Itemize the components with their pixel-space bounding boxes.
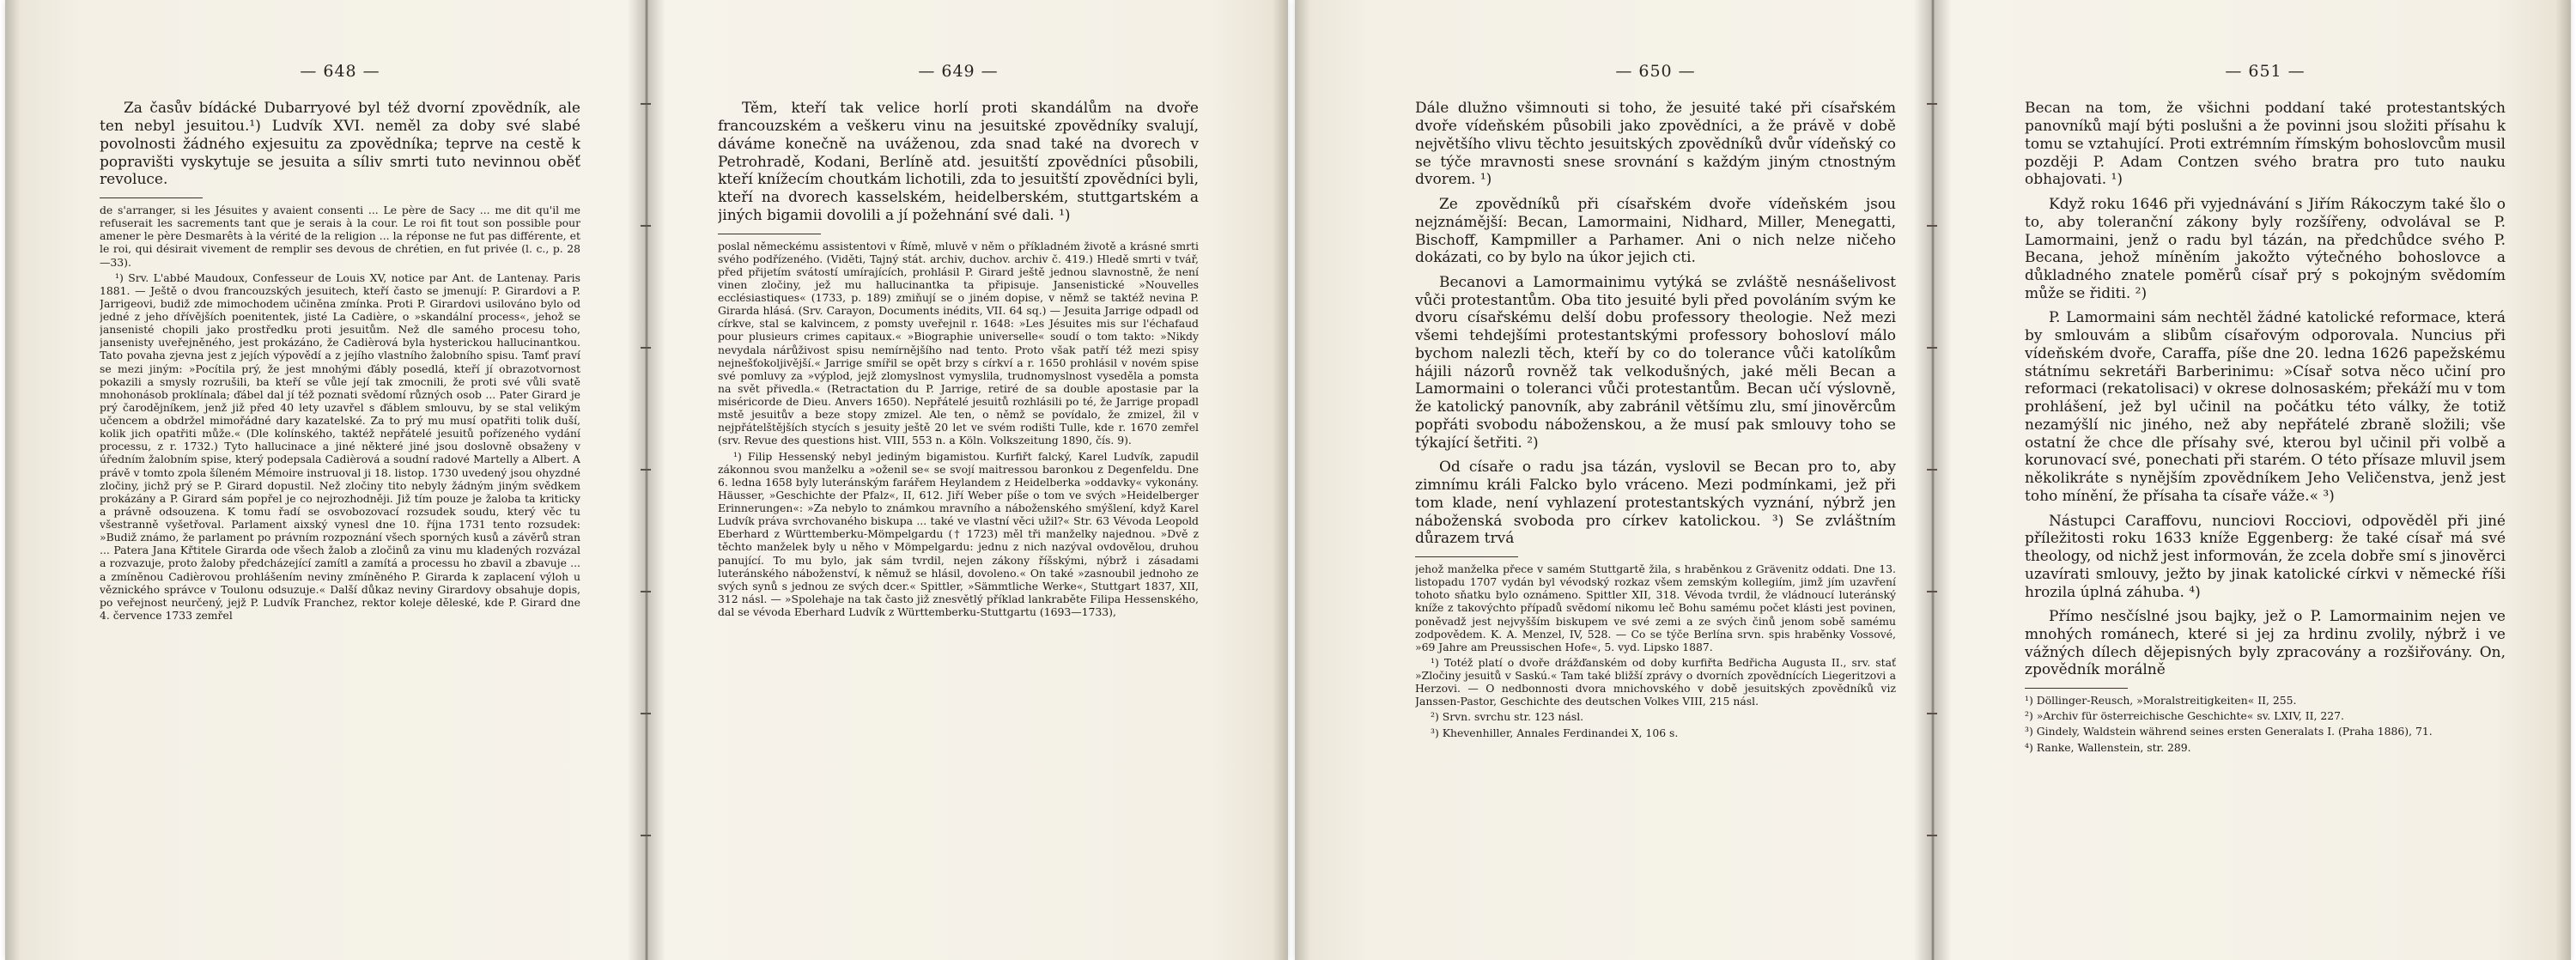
footnote: ¹) Totéž platí o dvoře drážďanském od doby kurfiřta Bedřicha Augusta II., srv. stať »Zločiny jesuitů v Saskú.« Tam také bližší zprávy o dvorních zpovědnících Liegeritzovi a Herzovi. — O nedbonnosti dvora mnichovského v době jesuitských zpovědníků viz Janssen-Pastor, Geschichte des deutschen Volkes VIII, 215 násl.: [1415, 655, 1896, 708]
page-648: [100, 52, 580, 945]
page-number: — 650 —: [1615, 62, 1696, 81]
page-edge-shadow: [2555, 0, 2571, 960]
body-paragraph: Nástupci Caraffovu, nunciovi Rocciovi, odpověděl při jiné příležitosti roku 1633 kníže Eggenberg: že také císař má své theology, od nichž jest informován, že zcela dobře smí s jinověrci uzavírati smlouvy, ježto by jinak katolické církvi v německé říši hrozila úplná záhuba. ⁴): [2025, 512, 2506, 601]
page-number: — 651 —: [2225, 62, 2306, 81]
page-edge-shadow: [1273, 0, 1288, 960]
footnote: poslal německému assistentovi v Římě, mluvě v něm o příkladném životě a krásné smrti svého podřízeného. (Viděti, Tajný stát. archiv, duchov. archiv č. 419.) Hledě smrti v tvář, před přijetím svátostí umírajících, prohlásil P. Girard ještě jednou slavnostně, že není vinen zločiny, jež mu hallucinantka ta připisuje. Jansenistické »Nouvelles ecclésiastiques« (1733, p. 189) zmiňují se o jiném dopise, v němž se taktéž nevina P. Girarda hlásá. (Srv. Carayon, Documents inédits, VII. 64 sq.) — Jesuita Jarrige odpadl od církve, stal se kalvincem, z pomsty uveřejnil r. 1648: »Les Jésuites mis sur l'échafaud pour plusieurs crimes capitaux.« »Biographie universelle« soudí o tom takto: »Nikdy nevydala nárůživost spisu nemírnějšího nad tento. Proto však patří též mezi spisy nejnešťokoljivější.« Jarrige smířil se opět brzy s církví a r. 1650 prohlásil v novém spise své pomluvy za »výplod, jejž zlomyslnost vymyslila, trudnomyslnost vyseděla a pomsta na svět přivedla.« (Retractation du P. Jarrige, retiré de sa double apostasie par la miséricorde de Dieu. Anvers 1650). Nepřátelé jesuitů rozhlásili po té, že Jarrige propadl mstě jesuitův a beze stopy zmizel. Ale ten, o němž se povídalo, že zmizel, žil v nejpřátelštějších stycích s jesuity ještě 20 let ve svém rodišti Tulle, kde r. 1670 zemřel (srv. Revue des questions hist. VIII, 553 n. a Köln. Volkszeitung 1890, čís. 9).: [718, 239, 1199, 447]
page-number: — 648 —: [300, 62, 380, 81]
body-paragraph: P. Lamormaini sám nechtěl žádné katolické reformace, která by smlouvám a slibům císařovým odporovala. Nuncius při vídeňském dvoře, Caraffa, píše dne 20. ledna 1626 papežskému státnímu sekretáři Barberinimu: »Císař sotva něco učiní pro reformaci (rekatolisaci) v okrese dolnosaském; překáží mu v tom prohlášení, jež byl učinil na počátku této války, že totiž nezamýšlí nic jiného, než aby nepřátelé zbraně složili; vše ostatní že chce dle přísahy své, kterou byl učinil při volbě a korunovací své, ponechati při starém. O této přísaze mluvil jsem několikráte s nynějším zpovědníkem Jeho Veličenstva, jenž jest toho mínění, že přísaha ta císaře váže.« ³): [2025, 309, 2506, 505]
footnote: ²) »Archiv für österreichische Geschichte« sv. LXIV, II, 227.: [2025, 709, 2344, 723]
body-paragraph: Za časův bídácké Dubarryové byl též dvorní zpovědník, ale ten nebyl jesuitou.¹) Ludvík XVI. neměl za doby své slabé povolnosti žádného exjesuitu za zpovědníka; teprve na cestě k popravišti vyskytuje se jesuita a síliv smrti tuto nevinnou oběť revoluce.: [100, 100, 580, 189]
book-gutter: [1914, 0, 1952, 960]
footnote: de s'arranger, si les Jésuites y avaient consenti ... Le père de Sacy ... me dit qu'il me refuserait les sacrements tant que je serais à la cour. Le roi fit tout son possible pour amener le père Desmarêts à la vérité de la religion ... la réponse ne fut pas différente, et le roi, qui désirait vivement de remplir ses devous de chrétien, en fut privée (l. c., p. 28—33).: [100, 204, 580, 269]
footnote: ⁴) Ranke, Wallenstein, str. 289.: [2025, 740, 2191, 754]
body-paragraph: Dále dlužno všimnouti si toho, že jesuité také při císařském dvoře vídeňském působili jako zpovědníci, a že právě v době největšího vlivu těchto jesuitských zpovědníků dvůr vídeňský co se týče mravnosti snese srovnání s každým jiným ctnostným dvorem. ¹): [1415, 100, 1896, 189]
body-paragraph: Ze zpovědníků při císařském dvoře vídeňském jsou nejznámější: Becan, Lamormaini, Nidhard, Miller, Menegatti, Bischoff, Kampmiller a Parhamer. Ani o nich nelze ničeho dokázati, co by bylo na úkor jejich cti.: [1415, 196, 1896, 267]
footnote-divider: [100, 197, 203, 198]
page-number: — 649 —: [918, 62, 999, 81]
left-book-spread: [5, 0, 1288, 960]
footnote: ³) Gindely, Waldstein während seines ersten Generalats I. (Praha 1886), 71.: [2025, 725, 2433, 738]
footnote: ²) Srvn. svrchu str. 123 násl.: [1431, 710, 1584, 724]
footnote-divider: [1415, 556, 1518, 557]
footnote: ¹) Srv. L'abbé Maudoux, Confesseur de Louis XV, notice par Ant. de Lantenay. Paris 1881. — Ještě o dvou francouzských jesuitech, kteří často se jmenují: P. Girardovi a P. Jarrigeovi, budiž zde mimochodem učiněna zmínka. Proti P. Girardovi usilováno bylo od jedné z jeho dřívějších poenitentek, jisté La Cadière, o »skandální process«, jehož se jansenisté chopili jako prostředku proti jesuitům. Než dle samého procesu toho, jansenisty uveřejněného, jest prokázáno, že Cadièrová byla hysterickou hallucinantkou. Tato povaha zjevna jest z jejích výpovědí a z jejího vlastního žalobního spisu. Tamť praví se mezi jiným: »Pocítila prý, že jest mnohými ďábly posedlá, kteří jí obrazotvornost pokazili a smysly rozrušili, ba kteří se vůle její tak zmocnili, že proti své vůli svatě mnohonásob proklínala; ďábel dal jí též poznati svědomí různých osob ... Pater Girard je prý čarodějníkem, jenž již před 40 lety uzavřel s ďáblem smlouvu, by se stal velikým učencem a obdržel mimořádné dary kazatelské. Za to prý mu musí opatřiti tolik duší, kolik jich opatřiti může.« (Dle kolínského, taktéž nepřátelé jesuitů pořízeného vydání processu, z r. 1732.) Tyto hallucinace a jiné některé jiné jsou doslovně obsaženy v úředním žalobním spise, který podepsala Cadièrová a soudní radové Martelly a Albert. A právě v tomto zpola šíleném Mémoire instruoval ji 18. listop. 1730 uvedený jsou ohyzdné zločiny, jichž prý se P. Girard dopustil. Než zločiny tito nebyly žádným jiným svědkem prokázány a P. Girard sám popřel je co nejrozhodněji. Již tím pouze je žaloba ta kriticky a právně odsouzena. K tomu řadí se osvobozovací rozsudek soudu, který věc tu všestranně vyšetřoval. Parlament aixský vynesl dne 10. října 1731 tento rozsudek: »Budiž známo, že parlament po právním rozpoznání všech sporných kusů a závěrů stran ... Patera Jana Křtitele Girarda ode všech žalob a zločinů za vinu mu kladených rozvázal a rozvazuje, proto žaloby předcházející zamítl a zamítá a processu ho zbavil a zbavuje ... a zmíněnou Cadièrovou prohlášením neviny zmíněného P. Girarda k zaplacení výloh u věznického správce v Toulonu odsuzuje.« Další důkaz neviny Girardovy obsahuje dopis, po veřejnost neurčený, jejž P. Ludvík Franchez, rektor koleje děleské, kde P. Girard dne 4. července 1733 zemřel: [100, 270, 580, 622]
book-gutter: [628, 0, 665, 960]
page-edge-shadow: [5, 0, 21, 960]
footnote: ³) Khevenhiller, Annales Ferdinandei X, 106 s.: [1431, 726, 1679, 739]
page-edge-shadow: [1295, 0, 1310, 960]
binding-stitches: [1927, 103, 1937, 876]
footnote: ¹) Döllinger-Reusch, »Moralstreitigkeiten« II, 255.: [2025, 694, 2297, 708]
body-paragraph: Od císaře o radu jsa tázán, vyslovil se Becan pro to, aby zimnímu králi Falcko bylo vráceno. Mezi podmínkami, jež při tom klade, není vyhlazení protestantských vyznání, nýbrž jen náboženská svoboda pro církev katolickou. ³) Se zvláštním důrazem trvá: [1415, 459, 1896, 548]
footnote: jehož manželka přece v samém Stuttgartě žila, s hraběnkou z Grävenitz oddati. Dne 13. listopadu 1707 vydán byl vévodský rozkaz všem zemským kollegiím, jimž jím uzavření tohoto sňatku bylo oznámeno. Spittler XII, 318. Vévoda tvrdil, že vládnoucí luteránský kníže z takovýchto případů svědomí nikomu leč Bohu samému počet klásti jest povinen, poněvadž jest nejvyšším biskupem ve své zemi a ze svých činů jenom sobě samému zodpovědem. K. A. Menzel, IV, 528. — Co se týče Berlína srvn. spis hraběnky Vossové, »69 Jahre am Preussischen Hofe«, 5. vyd. Lipsko 1887.: [1415, 562, 1896, 653]
binding-stitches: [641, 103, 651, 876]
body-paragraph: Becanovi a Lamormainimu vytýká se zvláště nesnášelivost vůči protestantům. Oba tito jesuité byli před povoláním svým ke dvoru císařskému delší dobu professory theologie. Než mezi všemi tehdejšími protestantskými professory bohosloví málo bychom nalezli těch, kteří by co do tolerance vůči katolíkům hájili názorů rovněž tak velkodušných, jaké měli Becan a Lamormaini o toleranci vůči protestantům. Becan učí výslovně, že katolický panovník, aby zabránil většímu zlu, smí jinověrcům popřáti svobodu náboženskou, a že musí pak smlouvy toho se týkající šetřiti. ²): [1415, 274, 1896, 452]
body-paragraph: Když roku 1646 při vyjednávání s Jiřím Rákoczym také šlo o to, aby toleranční zákony byly rozšířeny, odvolával se P. Lamormaini, jenž o radu byl tázán, na předchůdce svého P. Becana, jehož míněním jakožto výtečného bohoslovce a důkladného znatele poměrů císař prý s pokojným svědomím může se řiditi. ²): [2025, 196, 2506, 302]
body-paragraph: Těm, kteří tak velice horlí proti skandálům na dvoře francouzském a veškeru vinu na jesuitské zpovědníky svalují, dáváme konečně na uváženou, zda snad také na dvorech v Petrohradě, Kodani, Berlíně atd. jesuitští zpovědníci působili, kteří knížecím choutkám lichotili, zda to jesuitští zpovědníci byli, kteří na dvorech kasselském, heidelberském, stuttgartském a jiných bigamii dovolili a jí požehnání své dali. ¹): [718, 100, 1199, 224]
body-paragraph: Becan na tom, že všichni poddaní také protestantských panovníků mají býti poslušni a že povinni jsou složiti přísahu k tomu se vztahující. Proti extrémním římským bohoslovcům musil později P. Adam Contzen svého bratra pro tuto nauku obhajovati. ¹): [2025, 100, 2506, 189]
footnote-divider: [2025, 688, 2128, 689]
right-book-spread: [1295, 0, 2571, 960]
footnote: ¹) Filip Hessenský nebyl jediným bigamistou. Kurfiřt falcký, Karel Ludvík, zapudil zákonnou svou manželku a »oženil se« se svojí maitressou baronkou z Degenfeldu. Dne 6. ledna 1658 byly luteránským farářem Heylandem z Heidelberka »oddavky« vykonány. Häusser, »Geschichte der Pfalz«, II, 612. Jiří Weber píše o tom ve svých »Heidelberger Erinnerungen«: »Za nebylo to známkou mravního a náboženského smýšlení, když Karel Ludvík práva svrchovaného biskupa ... také ve vlastní věci užil?« Str. 63 Vévoda Leopold Eberhard z Württemberku-Mömpelgardu († 1723) měl tři manželky najednou. »Dvě z těchto manželek byly u něho v Mömpelgardu: jednu z nich nazýval ovdovělou, druhou panující. To mu bylo, jak sám tvrdil, nejen zákony říšskými, nýbrž i zásadami luteránského náboženství, k němuž se hlásil, dovoleno.« On také »zasnoubil jednoho ze svých synů s jednou ze svých dcer.« Spittler, »Sämmtliche Werke«, Stuttgart 1837, XII, 312 násl. — »Spolehaje na tak často již znesvětlý příklad lankraběte Filipa Hessenského, dal se vévoda Eberhard Ludvík z Württemberku-Stuttgartu (1693—1733),: [718, 449, 1199, 619]
page-649: [718, 52, 1199, 945]
page-651: [2025, 52, 2506, 945]
page-650: [1415, 52, 1896, 945]
body-paragraph: Přímo nesčíslné jsou bajky, jež o P. Lamormainim nejen ve mnohých románech, které si jej za hrdinu zvolily, nýbrž i ve vážných dílech dějepisných byly zpracovány a rozšiřovány. On, zpovědník morálně: [2025, 608, 2506, 679]
